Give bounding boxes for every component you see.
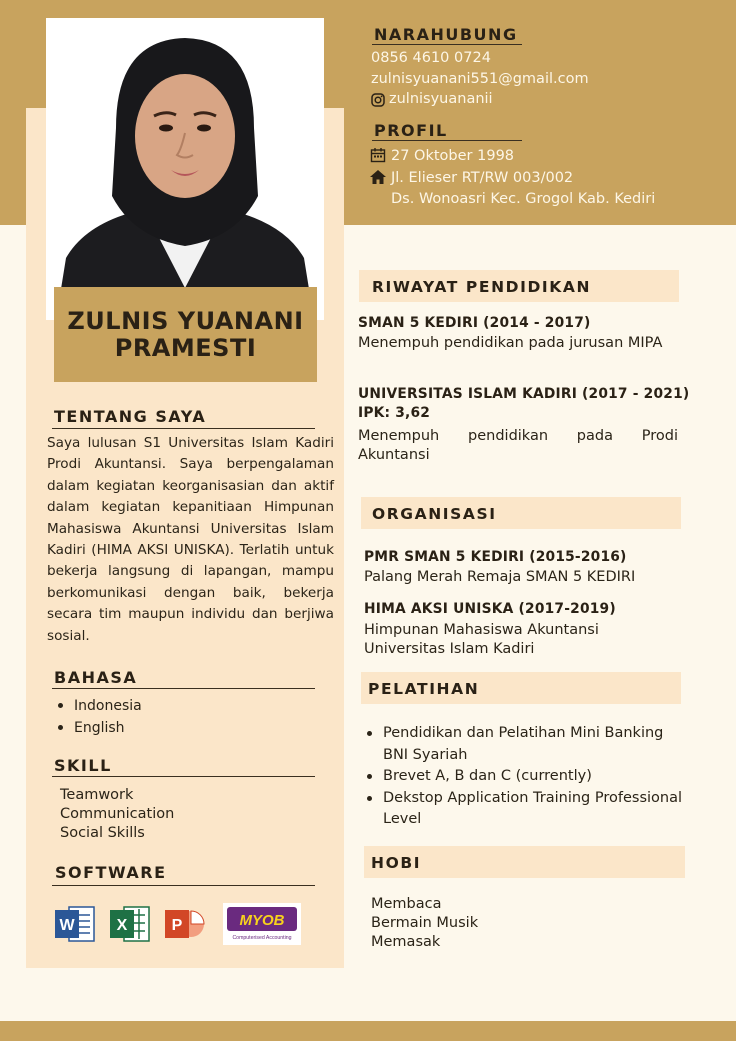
word-letter: W [59, 917, 75, 934]
education-desc-word: Menempuh [358, 428, 440, 444]
education-gpa: IPK: 3,62 [358, 405, 431, 421]
skill-heading: SKILL [54, 756, 112, 775]
education-title-2: UNIVERSITAS ISLAM KADIRI (2017 - 2021) [358, 386, 690, 402]
hobby-list [371, 895, 478, 952]
education-heading: RIWAYAT PENDIDIKAN [372, 278, 592, 296]
skill-list [60, 786, 174, 843]
education-title-1: SMAN 5 KEDIRI (2014 - 2017) [358, 315, 591, 331]
myob-sub: Computerised Accounting [232, 935, 292, 941]
organization-desc-2a: Himpunan Mahasiswa Akuntansi [364, 622, 599, 638]
software-rule [52, 885, 315, 886]
education-desc-word: Prodi [641, 428, 678, 444]
myob-logo [223, 903, 301, 949]
home-icon [369, 169, 387, 189]
education-desc-word: Akuntansi [358, 447, 430, 463]
excel-letter: X [116, 917, 128, 934]
training-item: Pendidikan dan Pelatihan Mini Banking BNI Syariah [364, 723, 684, 766]
training-heading: PELATIHAN [368, 680, 480, 698]
profile-rule [372, 140, 522, 141]
education-desc-1: Menempuh pendidikan pada jurusan MIPA [358, 335, 663, 351]
skill-rule [52, 776, 315, 777]
profile-address-2: Ds. Wonoasri Kec. Grogol Kab. Kediri [391, 191, 656, 207]
skill-item: Communication [60, 806, 175, 822]
language-item: English [55, 717, 142, 739]
organization-title-2: HIMA AKSI UNISKA (2017-2019) [364, 601, 616, 617]
name-line-2: PRAMESTI [114, 333, 257, 362]
contact-rule [372, 44, 522, 45]
profile-heading: PROFIL [374, 121, 448, 140]
training-item: Brevet A, B dan C (currently) [364, 766, 684, 788]
education-desc-word: pada [576, 428, 613, 444]
language-rule [52, 688, 315, 689]
language-list [55, 695, 142, 739]
organization-desc-2b: Universitas Islam Kadiri [364, 641, 535, 657]
training-list [364, 723, 684, 831]
name-line-1: ZULNIS YUANANI [67, 306, 304, 335]
skill-item: Teamwork [60, 787, 134, 803]
hobby-item: Membaca [371, 896, 442, 912]
about-text: Saya lulusan S1 Universitas Islam Kadiri Prodi Akuntansi. Saya berpengalaman dalam kegiatan keorganisasian dan aktif dalam kegiatan kepanitiaan Himpunan Mahasiswa Akuntansi Universitas Islam Kadiri (HIMA AKSI UNISKA). Terlatih untuk bekerja langsung di lapangan, mampu berkomunikasi dengan baik, bekerja secara tim maupun individu dan berjiwa sosial. [47, 435, 334, 644]
about-heading: TENTANG SAYA [54, 407, 207, 426]
word-icon [55, 905, 95, 947]
hobby-heading: HOBI [371, 854, 422, 872]
name-box [54, 287, 317, 382]
organization-desc-1: Palang Merah Remaja SMAN 5 KEDIRI [364, 569, 636, 585]
profile-birth: 27 Oktober 1998 [391, 148, 515, 164]
language-heading: BAHASA [54, 668, 138, 687]
powerpoint-icon [165, 905, 205, 947]
powerpoint-letter: P [171, 917, 183, 934]
footer-band [0, 1021, 736, 1041]
profile-photo [46, 18, 324, 320]
contact-instagram: zulnisyuananii [389, 91, 493, 107]
training-item: Dekstop Application Training Professional Level [364, 788, 684, 831]
education-desc-2-line [358, 427, 678, 446]
instagram-icon [371, 92, 385, 111]
software-heading: SOFTWARE [55, 863, 167, 882]
language-item: Indonesia [55, 695, 142, 717]
calendar-icon [370, 147, 386, 167]
skill-item: Social Skills [60, 825, 145, 841]
contact-heading: NARAHUBUNG [374, 25, 518, 44]
myob-label: MYOB [239, 912, 285, 929]
contact-phone: 0856 4610 0724 [371, 50, 491, 66]
excel-icon [110, 905, 150, 947]
contact-email: zulnisyuanani551@gmail.com [371, 71, 589, 87]
organization-heading: ORGANISASI [372, 505, 497, 523]
hobby-item: Memasak [371, 934, 441, 950]
hobby-item: Bermain Musik [371, 915, 479, 931]
profile-address-1: Jl. Elieser RT/RW 003/002 [391, 170, 574, 186]
about-rule [52, 428, 315, 429]
education-desc-word: pendidikan [468, 428, 549, 444]
organization-title-1: PMR SMAN 5 KEDIRI (2015-2016) [364, 549, 627, 565]
education-desc-2 [358, 427, 678, 465]
